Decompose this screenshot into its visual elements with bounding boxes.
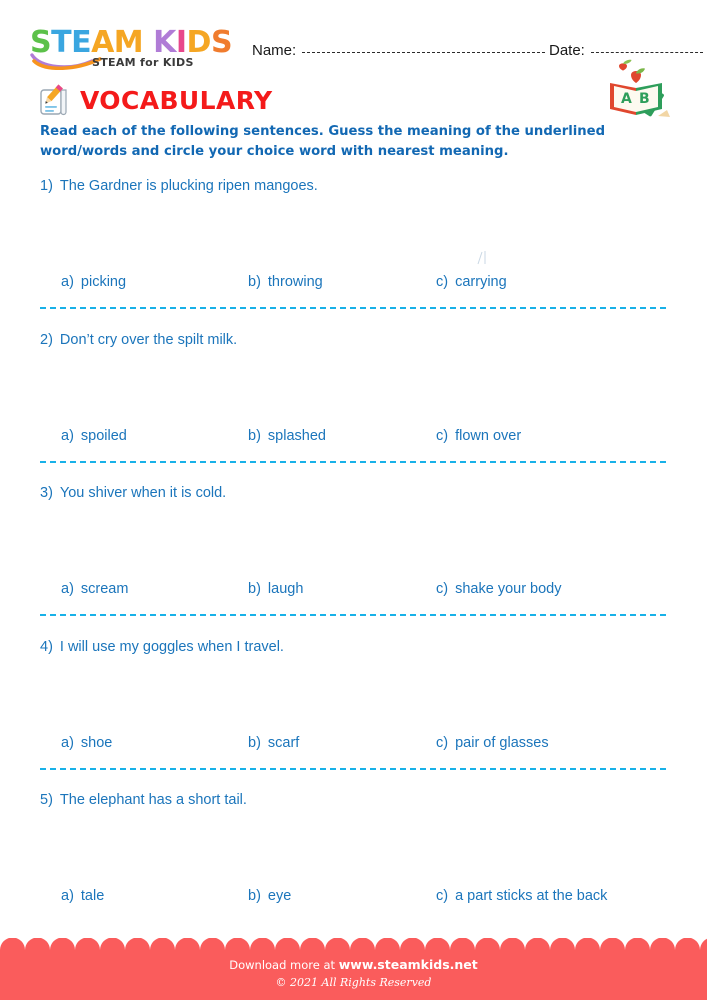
logo-tagline: STEAM for KIDS	[92, 56, 194, 69]
question-block	[0, 633, 707, 787]
page-header	[0, 0, 707, 72]
question-divider	[40, 307, 666, 309]
question-text	[40, 485, 226, 501]
name-field[interactable]	[252, 42, 545, 59]
question-text	[40, 792, 247, 808]
question-number: 1)	[40, 178, 53, 194]
option-text: splashed	[267, 427, 326, 444]
option-label: c)	[436, 427, 449, 444]
page-title: VOCABULARY	[80, 85, 273, 115]
steam-kids-logo	[30, 25, 235, 70]
question-block	[0, 479, 707, 633]
question-sentence: You shiver when it is cold.	[59, 485, 227, 501]
worksheet-title-row	[34, 80, 272, 120]
instructions	[40, 122, 652, 162]
answer-option[interactable]	[61, 735, 112, 751]
option-text: carrying	[455, 274, 507, 290]
answer-option[interactable]	[61, 428, 127, 444]
option-text: pair of glasses	[455, 734, 549, 751]
instructions-line-1: Read each of the following sentences. Guess the meaning of the underlined	[40, 124, 606, 139]
question-sentence: I will use my goggles when I travel.	[59, 638, 284, 655]
option-label: c)	[436, 888, 449, 904]
option-label: b)	[248, 581, 261, 597]
option-text: throwing	[267, 274, 323, 290]
question-sentence: The Gardner is plucking ripen mangoes.	[59, 178, 318, 194]
instructions-line-2: word/words and circle your choice word with nearest meaning.	[40, 144, 509, 159]
option-label: b)	[248, 888, 261, 904]
answer-option[interactable]	[436, 274, 507, 290]
option-text: laugh	[267, 581, 304, 597]
footer-download-line	[0, 957, 707, 973]
option-label: a)	[61, 734, 74, 751]
stray-pencil-mark-icon	[476, 250, 488, 266]
date-label: Date:	[549, 42, 585, 59]
question-block	[0, 326, 707, 480]
option-label: b)	[248, 427, 261, 444]
date-input-line[interactable]	[591, 52, 703, 53]
question-sentence: The elephant has a short tail.	[59, 792, 247, 808]
option-text: eye	[267, 888, 292, 904]
option-text: scarf	[267, 734, 300, 751]
option-label: a)	[61, 427, 74, 444]
answer-option[interactable]	[61, 274, 126, 290]
svg-text:B: B	[639, 91, 650, 107]
option-text: shoe	[80, 734, 113, 751]
answer-option[interactable]	[248, 735, 299, 751]
answer-option[interactable]	[248, 888, 291, 904]
answer-option[interactable]	[436, 581, 562, 597]
option-label: b)	[248, 734, 261, 751]
option-text: spoiled	[80, 427, 127, 444]
option-text: picking	[80, 274, 127, 290]
question-number: 4)	[40, 638, 53, 655]
option-text: shake your body	[455, 581, 562, 597]
question-text	[40, 332, 237, 348]
svg-text:A: A	[621, 91, 632, 107]
question-number: 2)	[40, 331, 53, 348]
question-block	[0, 172, 707, 326]
pencil-notepad-icon	[34, 82, 70, 118]
question-block	[0, 786, 707, 926]
option-text: a part sticks at the back	[455, 888, 608, 904]
answer-option[interactable]	[61, 581, 128, 597]
answer-option[interactable]	[61, 888, 104, 904]
option-label: a)	[61, 581, 74, 597]
answer-option[interactable]	[248, 581, 303, 597]
footer-site-link[interactable]: www.steamkids.net	[338, 957, 478, 972]
question-text	[40, 178, 318, 194]
question-sentence: Don’t cry over the spilt milk.	[59, 331, 238, 348]
answer-option[interactable]	[436, 428, 521, 444]
option-text: flown over	[455, 427, 522, 444]
question-divider	[40, 461, 666, 463]
option-text: tale	[80, 888, 105, 904]
question-number: 5)	[40, 792, 53, 808]
answer-option[interactable]	[436, 735, 549, 751]
name-label: Name:	[252, 42, 297, 59]
answer-option[interactable]	[436, 888, 607, 904]
option-label: c)	[436, 581, 449, 597]
questions-list	[0, 172, 707, 926]
name-input-line[interactable]	[302, 52, 545, 53]
footer-body	[0, 950, 707, 1000]
answer-option[interactable]	[248, 274, 323, 290]
page-footer	[0, 938, 707, 1000]
option-label: b)	[248, 274, 261, 290]
option-label: c)	[436, 274, 449, 290]
option-text: scream	[80, 581, 129, 597]
option-label: a)	[61, 888, 74, 904]
option-label: a)	[61, 274, 74, 290]
answer-option[interactable]	[248, 428, 326, 444]
abc-book-icon	[601, 66, 673, 124]
option-label: c)	[436, 734, 449, 751]
footer-copyright: © 2021 All Rights Reserved	[275, 976, 432, 989]
footer-download-text: Download more at	[229, 958, 336, 972]
question-divider	[40, 614, 666, 616]
question-divider	[40, 768, 666, 770]
logo-wordmark: STEAM KIDS	[30, 25, 233, 60]
question-number: 3)	[40, 485, 53, 501]
question-text	[40, 639, 284, 655]
